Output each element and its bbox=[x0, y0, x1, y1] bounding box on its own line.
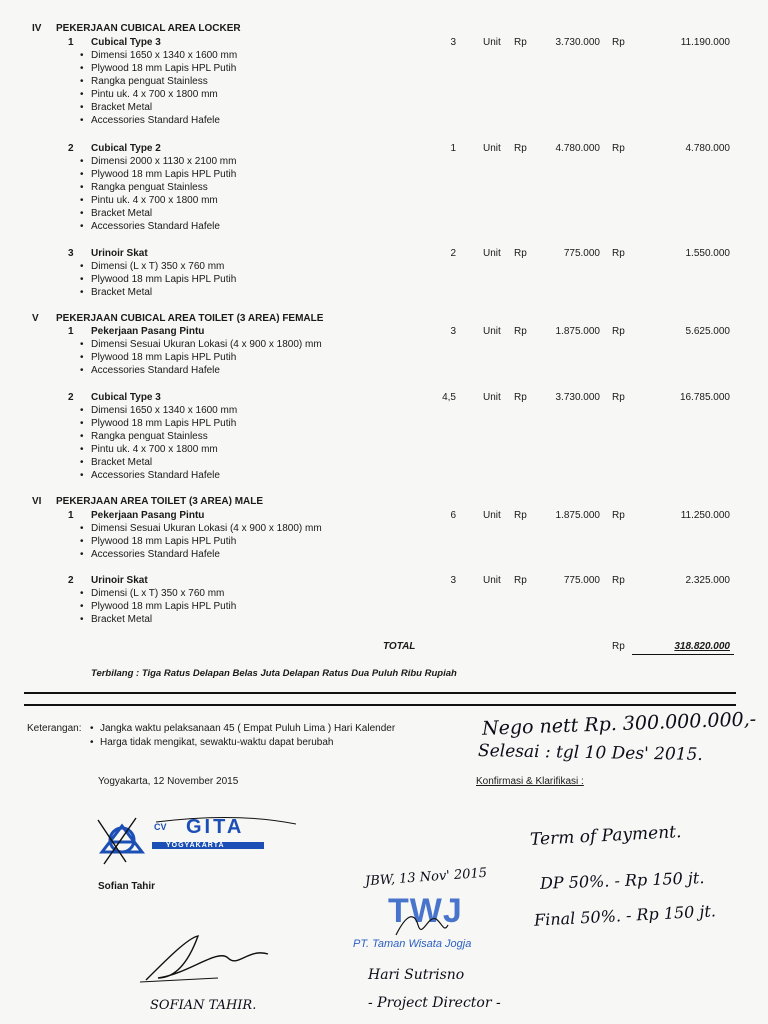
bullet-icon: • bbox=[80, 221, 84, 232]
item-quantity: 6 bbox=[450, 510, 456, 521]
bullet-icon: • bbox=[80, 614, 84, 625]
bullet-icon: • bbox=[80, 418, 84, 429]
item-unit: Unit bbox=[483, 37, 501, 48]
spec-line: Pintu uk. 4 x 700 x 1800 mm bbox=[91, 444, 218, 455]
spec-line: Dimensi 1650 x 1340 x 1600 mm bbox=[91, 405, 238, 416]
section-title: PEKERJAAN CUBICAL AREA TOILET (3 AREA) FEMALE bbox=[56, 313, 324, 324]
divider-line bbox=[24, 692, 736, 694]
handwritten-dp: DP 50%. - Rp 150 jt. bbox=[539, 868, 705, 893]
item-title: Cubical Type 3 bbox=[91, 392, 161, 403]
item-quantity: 1 bbox=[450, 143, 456, 154]
item-number: 1 bbox=[68, 510, 74, 521]
item-quantity: 3 bbox=[450, 37, 456, 48]
spec-line: Pintu uk. 4 x 700 x 1800 mm bbox=[91, 195, 218, 206]
item-total: 2.325.000 bbox=[685, 575, 730, 586]
item-unit: Unit bbox=[483, 392, 501, 403]
terbilang: Terbilang : Tiga Ratus Delapan Belas Juta Delapan Ratus Dua Puluh Ribu Rupiah bbox=[91, 668, 457, 679]
signature-left-icon bbox=[138, 928, 278, 988]
handwritten-nego: Nego nett Rp. 300.000.000,- bbox=[481, 708, 757, 740]
spec-line: Accessories Standard Hafele bbox=[91, 365, 220, 376]
handwritten-term: Term of Payment. bbox=[529, 822, 682, 850]
item-quantity: 2 bbox=[450, 248, 456, 259]
bullet-icon: • bbox=[90, 723, 94, 734]
handwritten-left-name: SOFIAN TAHIR. bbox=[150, 998, 257, 1013]
spec-line: Dimensi (L x T) 350 x 760 mm bbox=[91, 588, 225, 599]
item-currency: Rp bbox=[514, 575, 527, 586]
item-currency: Rp bbox=[514, 392, 527, 403]
stamp-name: GITA bbox=[186, 816, 245, 838]
section-roman: IV bbox=[32, 23, 42, 34]
bullet-icon: • bbox=[80, 274, 84, 285]
item-title: Urinoir Skat bbox=[91, 248, 148, 259]
item-currency: Rp bbox=[612, 326, 625, 337]
spec-line: Bracket Metal bbox=[91, 208, 153, 219]
item-unit-price: 4.780.000 bbox=[555, 143, 600, 154]
section-roman: V bbox=[32, 313, 39, 324]
handwritten-final: Final 50%. - Rp 150 jt. bbox=[533, 901, 717, 930]
item-currency: Rp bbox=[612, 575, 625, 586]
bullet-icon: • bbox=[80, 444, 84, 455]
item-number: 1 bbox=[68, 326, 74, 337]
bullet-icon: • bbox=[80, 431, 84, 442]
item-title: Cubical Type 2 bbox=[91, 143, 161, 154]
grand-total: 318.820.000 bbox=[674, 641, 730, 652]
item-total: 1.550.000 bbox=[685, 248, 730, 259]
divider-line bbox=[24, 704, 736, 706]
notes-label: Keterangan: bbox=[27, 723, 82, 734]
item-currency: Rp bbox=[514, 326, 527, 337]
total-rp: Rp bbox=[612, 641, 625, 652]
bullet-icon: • bbox=[80, 536, 84, 547]
spec-line: Plywood 18 mm Lapis HPL Putih bbox=[91, 169, 237, 180]
item-title: Pekerjaan Pasang Pintu bbox=[91, 510, 205, 521]
spec-line: Pintu uk. 4 x 700 x 1800 mm bbox=[91, 89, 218, 100]
bullet-icon: • bbox=[80, 601, 84, 612]
section-title: PEKERJAAN CUBICAL AREA LOCKER bbox=[56, 23, 241, 34]
bullet-icon: • bbox=[80, 339, 84, 350]
bullet-icon: • bbox=[80, 261, 84, 272]
item-unit: Unit bbox=[483, 575, 501, 586]
note-item: Jangka waktu pelaksanaan 45 ( Empat Puluh Lima ) Hari Kalender bbox=[100, 723, 396, 734]
spec-line: Dimensi Sesuai Ukuran Lokasi (4 x 900 x 1800) mm bbox=[91, 339, 322, 350]
item-total: 11.190.000 bbox=[680, 37, 730, 48]
bullet-icon: • bbox=[80, 208, 84, 219]
item-total: 4.780.000 bbox=[685, 143, 730, 154]
item-currency: Rp bbox=[612, 392, 625, 403]
bullet-icon: • bbox=[80, 470, 84, 481]
item-title: Urinoir Skat bbox=[91, 575, 148, 586]
spec-line: Rangka penguat Stainless bbox=[91, 431, 208, 442]
bullet-icon: • bbox=[80, 76, 84, 87]
item-unit-price: 3.730.000 bbox=[555, 392, 600, 403]
company-stamp bbox=[96, 812, 296, 870]
place-date: Yogyakarta, 12 November 2015 bbox=[98, 776, 239, 787]
handwritten-right-title: - Project Director - bbox=[368, 995, 501, 1011]
item-number: 3 bbox=[68, 248, 74, 259]
spec-line: Plywood 18 mm Lapis HPL Putih bbox=[91, 63, 237, 74]
item-number: 2 bbox=[68, 575, 74, 586]
spec-line: Rangka penguat Stainless bbox=[91, 182, 208, 193]
item-unit-price: 3.730.000 bbox=[555, 37, 600, 48]
spec-line: Bracket Metal bbox=[91, 102, 153, 113]
spec-line: Rangka penguat Stainless bbox=[91, 76, 208, 87]
item-unit: Unit bbox=[483, 143, 501, 154]
bullet-icon: • bbox=[80, 195, 84, 206]
stamp-sub: YOGYAKARTA bbox=[166, 842, 225, 849]
bullet-icon: • bbox=[80, 457, 84, 468]
item-unit-price: 1.875.000 bbox=[555, 510, 600, 521]
total-label: TOTAL bbox=[383, 641, 416, 652]
item-currency: Rp bbox=[612, 248, 625, 259]
spec-line: Plywood 18 mm Lapis HPL Putih bbox=[91, 536, 237, 547]
spec-line: Plywood 18 mm Lapis HPL Putih bbox=[91, 274, 237, 285]
bullet-icon: • bbox=[80, 287, 84, 298]
twj-logo: TWJ bbox=[388, 892, 463, 930]
item-total: 11.250.000 bbox=[680, 510, 730, 521]
spec-line: Dimensi Sesuai Ukuran Lokasi (4 x 900 x 1800) mm bbox=[91, 523, 322, 534]
handwritten-jbw: JBW, 13 Nov' 2015 bbox=[364, 865, 488, 890]
note-item: Harga tidak mengikat, sewaktu-waktu dapat berubah bbox=[100, 737, 334, 748]
item-unit-price: 1.875.000 bbox=[555, 326, 600, 337]
bullet-icon: • bbox=[80, 405, 84, 416]
item-unit-price: 775.000 bbox=[563, 575, 600, 586]
item-number: 2 bbox=[68, 143, 74, 154]
signature-right-icon bbox=[392, 905, 452, 945]
spec-line: Plywood 18 mm Lapis HPL Putih bbox=[91, 352, 237, 363]
item-currency: Rp bbox=[514, 248, 527, 259]
spec-line: Accessories Standard Hafele bbox=[91, 115, 220, 126]
bullet-icon: • bbox=[80, 115, 84, 126]
item-currency: Rp bbox=[514, 37, 527, 48]
spec-line: Plywood 18 mm Lapis HPL Putih bbox=[91, 601, 237, 612]
item-unit: Unit bbox=[483, 326, 501, 337]
handwritten-right-name: Hari Sutrisno bbox=[368, 967, 465, 983]
item-quantity: 3 bbox=[450, 575, 456, 586]
item-unit-price: 775.000 bbox=[563, 248, 600, 259]
section-roman: VI bbox=[32, 496, 42, 507]
right-stamp-company: PT. Taman Wisata Jogja bbox=[353, 938, 472, 950]
item-title: Cubical Type 3 bbox=[91, 37, 161, 48]
bullet-icon: • bbox=[80, 169, 84, 180]
bullet-icon: • bbox=[90, 737, 94, 748]
spec-line: Bracket Metal bbox=[91, 614, 153, 625]
spec-line: Dimensi (L x T) 350 x 760 mm bbox=[91, 261, 225, 272]
item-currency: Rp bbox=[612, 143, 625, 154]
handwritten-selesai: Selesai : tgl 10 Des' 2015. bbox=[477, 741, 703, 765]
item-currency: Rp bbox=[612, 37, 625, 48]
item-quantity: 3 bbox=[450, 326, 456, 337]
bullet-icon: • bbox=[80, 182, 84, 193]
spec-line: Plywood 18 mm Lapis HPL Putih bbox=[91, 418, 237, 429]
spec-line: Dimensi 2000 x 1130 x 2100 mm bbox=[91, 156, 237, 167]
item-unit: Unit bbox=[483, 510, 501, 521]
item-total: 5.625.000 bbox=[685, 326, 730, 337]
bullet-icon: • bbox=[80, 588, 84, 599]
signer-left: Sofian Tahir bbox=[98, 881, 156, 892]
bullet-icon: • bbox=[80, 50, 84, 61]
confirm-label: Konfirmasi & Klarifikasi : bbox=[476, 776, 584, 787]
item-total: 16.785.000 bbox=[679, 392, 730, 403]
stamp-prefix: CV bbox=[154, 822, 167, 832]
item-unit: Unit bbox=[483, 248, 501, 259]
bullet-icon: • bbox=[80, 63, 84, 74]
bullet-icon: • bbox=[80, 156, 84, 167]
item-title: Pekerjaan Pasang Pintu bbox=[91, 326, 205, 337]
item-currency: Rp bbox=[514, 143, 527, 154]
spec-line: Dimensi 1650 x 1340 x 1600 mm bbox=[91, 50, 238, 61]
bullet-icon: • bbox=[80, 102, 84, 113]
item-currency: Rp bbox=[612, 510, 625, 521]
bullet-icon: • bbox=[80, 89, 84, 100]
spec-line: Bracket Metal bbox=[91, 457, 153, 468]
bullet-icon: • bbox=[80, 549, 84, 560]
item-number: 2 bbox=[68, 392, 74, 403]
bullet-icon: • bbox=[80, 352, 84, 363]
bullet-icon: • bbox=[80, 365, 84, 376]
spec-line: Bracket Metal bbox=[91, 287, 153, 298]
item-number: 1 bbox=[68, 37, 74, 48]
bullet-icon: • bbox=[80, 523, 84, 534]
section-title: PEKERJAAN AREA TOILET (3 AREA) MALE bbox=[56, 496, 264, 507]
item-quantity: 4,5 bbox=[442, 392, 456, 403]
spec-line: Accessories Standard Hafele bbox=[91, 549, 220, 560]
spec-line: Accessories Standard Hafele bbox=[91, 470, 220, 481]
spec-line: Accessories Standard Hafele bbox=[91, 221, 220, 232]
item-currency: Rp bbox=[514, 510, 527, 521]
